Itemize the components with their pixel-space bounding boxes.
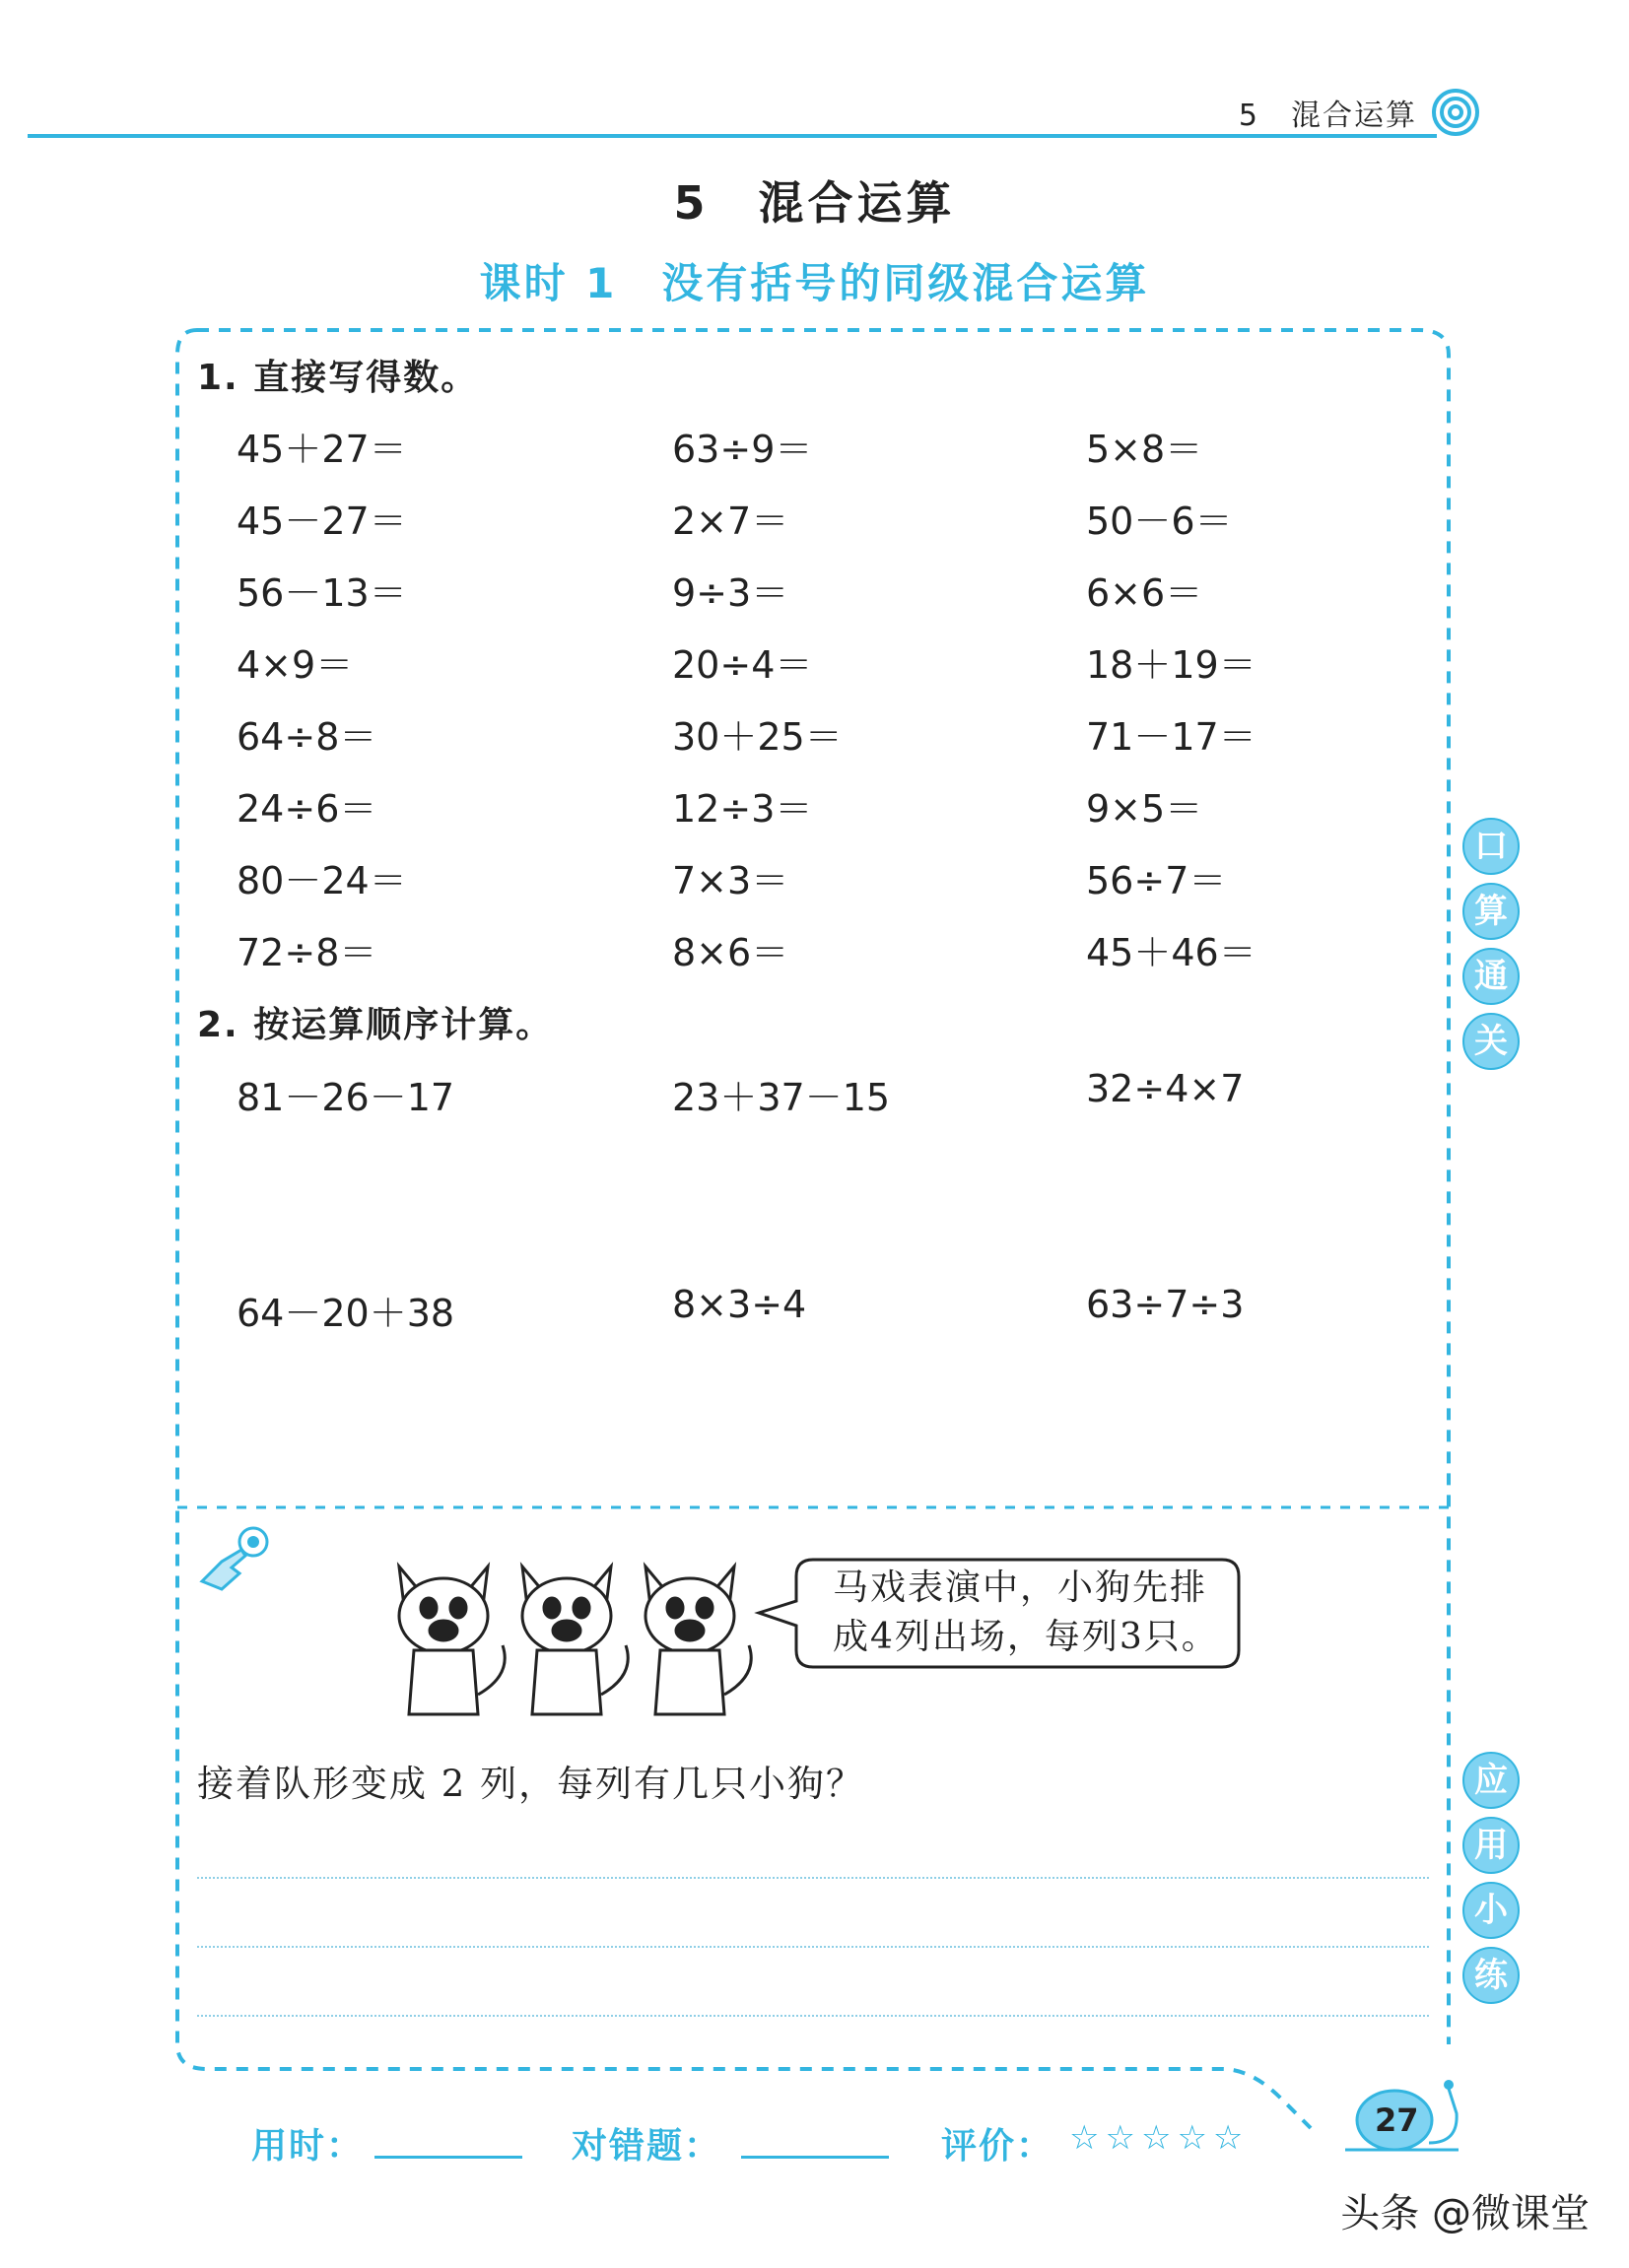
page-number: 27 <box>1375 2101 1419 2139</box>
mental-math-item: 5×8＝ <box>1086 428 1203 471</box>
page-title: 5 混合运算 <box>673 176 956 230</box>
side-tab-badge: 应 <box>1462 1752 1520 1809</box>
time-blank <box>374 2156 522 2159</box>
dog-icon <box>399 1567 505 1714</box>
errors-blank <box>741 2156 889 2159</box>
order-calc-item: 64－20＋38 <box>237 1292 455 1335</box>
watermark: 头条 @微课堂 <box>1340 2191 1590 2236</box>
mental-math-item: 18＋19＝ <box>1086 643 1256 687</box>
side-tab-badge: 小 <box>1462 1882 1520 1939</box>
order-calc-item: 23＋37－15 <box>672 1076 891 1119</box>
order-calc-item: 63÷7÷3 <box>1086 1283 1245 1326</box>
order-calc-item: 81－26－17 <box>237 1076 455 1119</box>
mental-math-item: 45＋46＝ <box>1086 931 1256 974</box>
section2-heading: 2. 按运算顺序计算。 <box>197 1005 554 1045</box>
order-calc-item: 8×3÷4 <box>672 1283 807 1326</box>
mental-math-item: 72÷8＝ <box>237 931 377 974</box>
running-header: 5 混合运算 <box>1238 99 1417 133</box>
dog-icon <box>522 1567 628 1714</box>
side-tab-badge: 练 <box>1462 1947 1520 2004</box>
errors-label: 对错题： <box>572 2126 722 2167</box>
mental-math-item: 63÷9＝ <box>672 428 813 471</box>
mental-math-item: 4×9＝ <box>237 643 354 687</box>
mental-math-item: 56÷7＝ <box>1086 859 1227 902</box>
mental-math-item: 12÷3＝ <box>672 787 813 831</box>
side-tab-badge: 通 <box>1462 948 1520 1005</box>
answer-line <box>197 2015 1429 2017</box>
mental-math-item: 8×6＝ <box>672 931 789 974</box>
side-tab-badge: 算 <box>1462 883 1520 940</box>
side-tab-badge: 用 <box>1462 1817 1520 1874</box>
speech-text-line2: 成4列出场，每列3只。 <box>833 1617 1219 1657</box>
dog-icon <box>645 1567 751 1714</box>
speech-text-line1: 马戏表演中，小狗先排 <box>833 1568 1208 1608</box>
mental-math-item: 30＋25＝ <box>672 715 843 759</box>
pointing-hand-icon <box>192 1522 281 1596</box>
word-problem-question: 接着队形变成 2 列，每列有几只小狗？ <box>197 1763 865 1805</box>
mental-math-item: 45＋27＝ <box>237 428 407 471</box>
answer-line <box>197 1877 1429 1879</box>
mental-math-item: 24÷6＝ <box>237 787 377 831</box>
mental-math-item: 6×6＝ <box>1086 571 1203 615</box>
order-calc-item: 32÷4×7 <box>1086 1067 1245 1110</box>
rating-label: 评价： <box>941 2126 1054 2167</box>
mental-math-item: 71－17＝ <box>1086 715 1256 759</box>
mental-math-item: 2×7＝ <box>672 500 789 543</box>
section1-heading: 1. 直接写得数。 <box>197 358 479 398</box>
answer-line <box>197 1946 1429 1948</box>
mental-math-item: 7×3＝ <box>672 859 789 902</box>
three-dogs-illustration <box>384 1547 769 1729</box>
mental-math-item: 80－24＝ <box>237 859 407 902</box>
mental-math-item: 64÷8＝ <box>237 715 377 759</box>
time-label: 用时： <box>251 2126 365 2167</box>
mental-math-item: 9÷3＝ <box>672 571 789 615</box>
mental-math-item: 56－13＝ <box>237 571 407 615</box>
mental-math-item: 50－6＝ <box>1086 500 1233 543</box>
rating-stars: ☆☆☆☆☆ <box>1069 2118 1250 2158</box>
side-tab-badge: 关 <box>1462 1013 1520 1070</box>
mental-math-item: 20÷4＝ <box>672 643 813 687</box>
lesson-title: 课时 1 没有括号的同级混合运算 <box>479 259 1150 307</box>
mental-math-item: 9×5＝ <box>1086 787 1203 831</box>
side-tab-badge: 口 <box>1462 818 1520 875</box>
mental-math-item: 45－27＝ <box>237 500 407 543</box>
